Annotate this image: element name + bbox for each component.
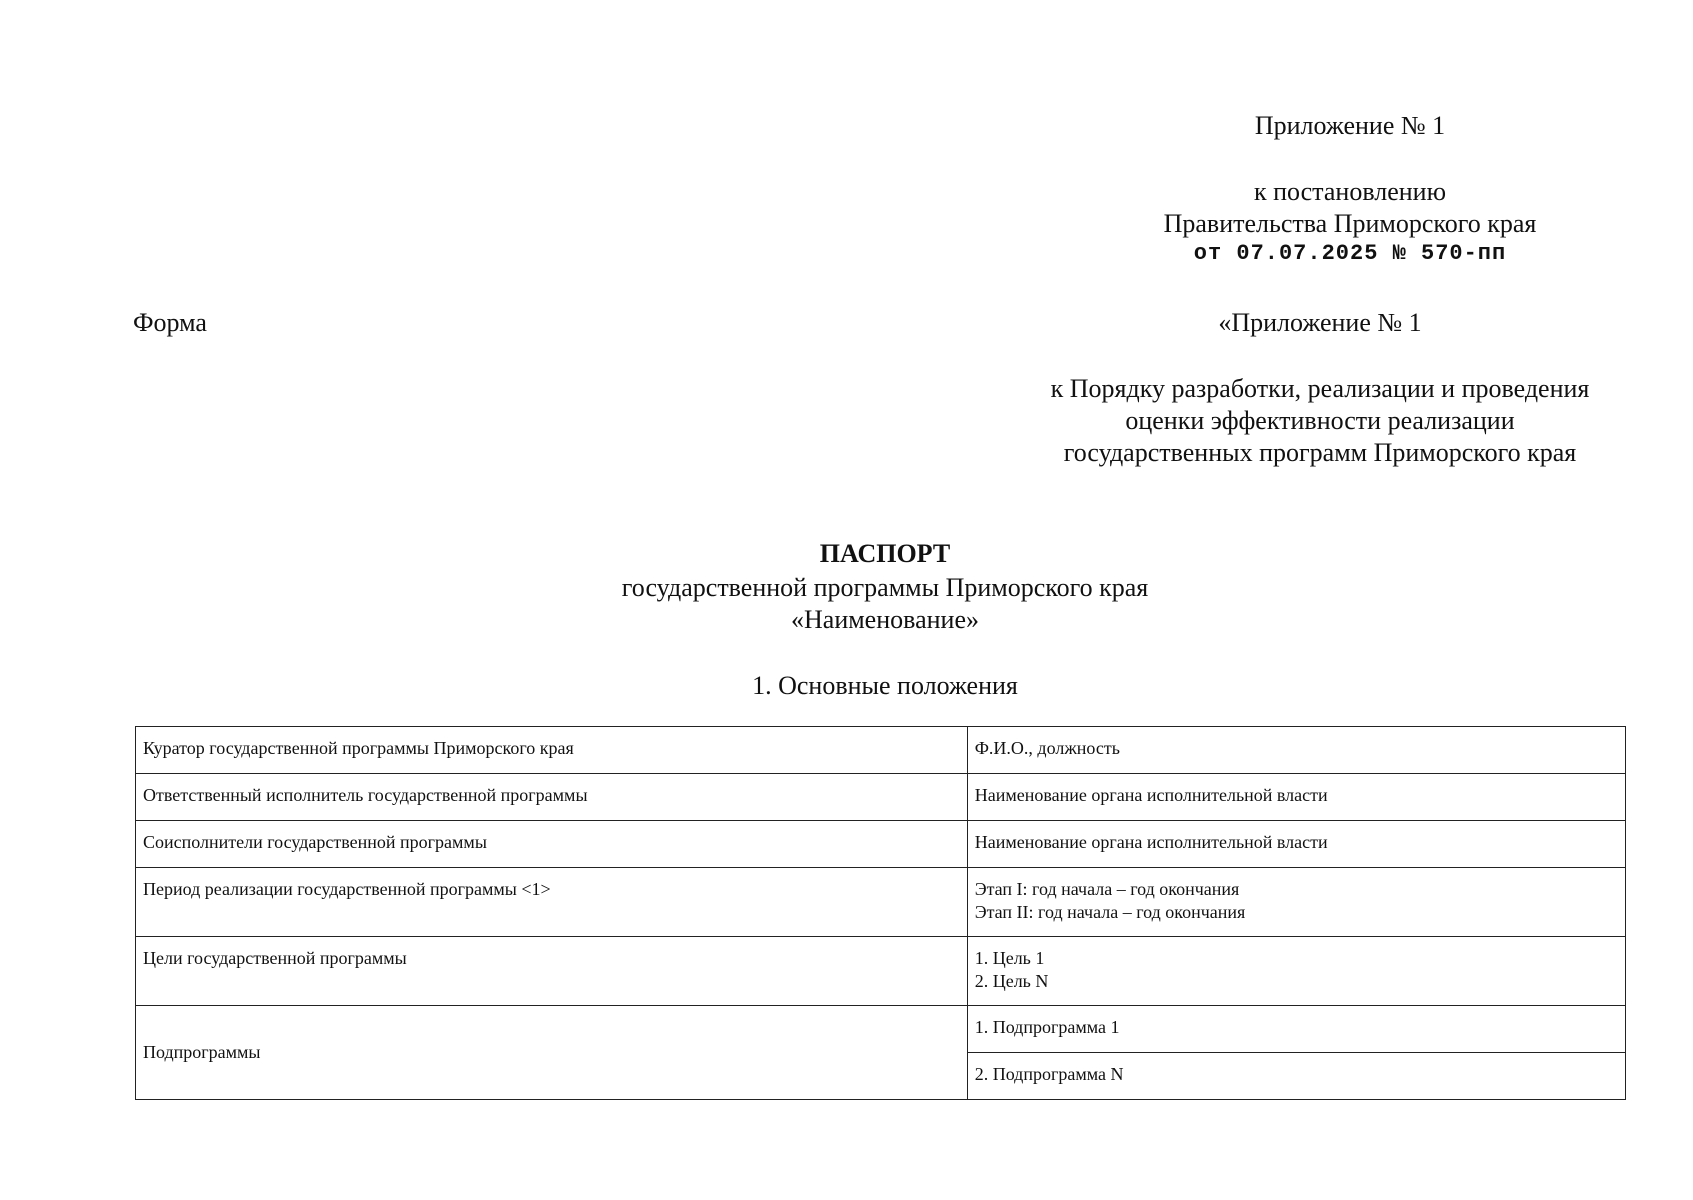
section-title: 1. Основные положения	[752, 671, 1018, 700]
stage-line: Этап I: год начала – год окончания	[974, 879, 1240, 899]
table-cell-label: Период реализации государственной программы <1>	[136, 868, 968, 937]
table-row	[136, 937, 1626, 1006]
table-row	[136, 1006, 1626, 1053]
decree-issuer: Правительства Приморского края	[1163, 209, 1537, 238]
subprogram-cell: 2. Подпрограмма N	[967, 1053, 1625, 1100]
goal-line: 2. Цель N	[974, 971, 1049, 991]
subprogram-cell: 1. Подпрограмма 1	[967, 1006, 1625, 1053]
table-row	[136, 868, 1626, 937]
order-line-2: оценки эффективности реализации	[1125, 406, 1515, 435]
appendix-title: Приложение № 1	[1254, 111, 1446, 140]
order-appendix-title: «Приложение № 1	[1218, 308, 1422, 337]
table-cell-value: Ф.И.О., должность	[967, 727, 1625, 774]
table-cell-label: Ответственный исполнитель государственной программы	[136, 774, 968, 821]
table-cell-value	[967, 868, 1625, 937]
passport-title: ПАСПОРТ	[819, 539, 951, 568]
table-cell-value: Наименование органа исполнительной власти	[967, 774, 1625, 821]
decree-date-number-stamp: от 07.07.2025 № 570-пп	[1193, 241, 1507, 266]
table-row	[136, 774, 1626, 821]
stage-line: Этап II: год начала – год окончания	[974, 902, 1246, 922]
table-cell-value: Наименование органа исполнительной власти	[967, 821, 1625, 868]
program-name-placeholder: «Наименование»	[791, 605, 979, 634]
table-cell-label: Соисполнители государственной программы	[136, 821, 968, 868]
table-row	[136, 821, 1626, 868]
order-line-3: государственных программ Приморского края	[1063, 438, 1577, 467]
decree-reference: к постановлению	[1253, 177, 1447, 206]
form-label: Форма	[133, 308, 207, 337]
table-cell-label: Подпрограммы	[136, 1006, 968, 1100]
order-line-1: к Порядку разработки, реализации и проведения	[1050, 374, 1590, 403]
table-cell-label: Куратор государственной программы Приморского края	[136, 727, 968, 774]
goal-line: 1. Цель 1	[974, 948, 1045, 968]
table-cell-label: Цели государственной программы	[136, 937, 968, 1006]
table-cell-value	[967, 937, 1625, 1006]
passport-subtitle: государственной программы Приморского края	[621, 573, 1149, 602]
program-passport-table	[135, 726, 1626, 1100]
table-row	[136, 727, 1626, 774]
